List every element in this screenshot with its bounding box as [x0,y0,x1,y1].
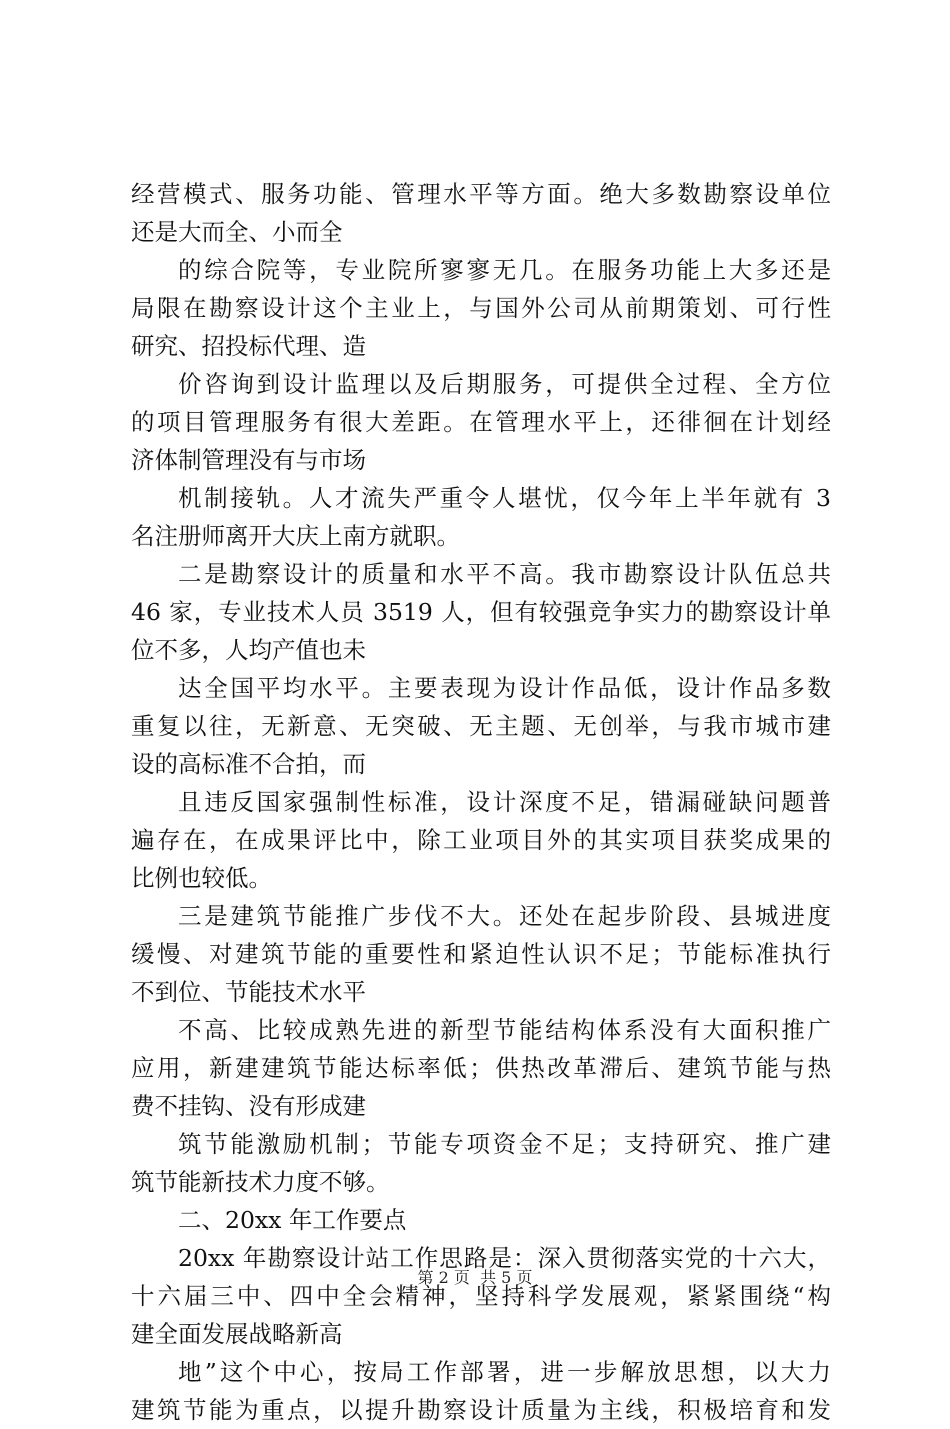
text-line: 地”这个中心，按局工作部署，进一步解放思想，以大力 [178,1358,831,1386]
text-line: 二是勘察设计的质量和水平不高。我市勘察设计队伍总共 [178,560,831,588]
text-line: 建筑节能为重点，以提升勘察设计质量为主线，积极培育和发 [131,1396,831,1424]
text-line: 比例也较低。 [131,864,272,892]
text-line: 济体制管理没有与市场 [131,446,366,474]
text-line: 机制接轨。人才流失严重令人堪忧，仅今年上半年就有 3 [178,484,831,512]
page-footer: 第 2 页 共 5 页 [417,1268,533,1287]
body-text [131,175,831,1429]
text-line: 20xx 年勘察设计站工作思路是：深入贯彻落实党的十六大， [178,1244,831,1272]
text-line: 筑节能激励机制；节能专项资金不足；支持研究、推广建 [178,1130,831,1158]
text-line: 的项目管理服务有很大差距。在管理水平上，还徘徊在计划经 [131,408,831,436]
text-line: 遍存在，在成果评比中，除工业项目外的其实项目获奖成果的 [131,826,831,854]
text-line: 应用，新建建筑节能达标率低；供热改革滞后、建筑节能与热 [131,1054,831,1082]
text-line: 费不挂钩、没有形成建 [131,1092,366,1120]
text-line: 不高、比较成熟先进的新型节能结构体系没有大面积推广 [178,1016,831,1044]
text-line: 名注册师离开大庆上南方就职。 [131,522,460,550]
text-line: 局限在勘察设计这个主业上，与国外公司从前期策划、可行性 [131,294,831,322]
text-line: 三是建筑节能推广步伐不大。还处在起步阶段、县城进度 [178,902,831,930]
text-line: 位不多，人均产值也未 [131,636,366,664]
text-line: 筑节能新技术力度不够。 [131,1168,390,1196]
text-line: 价咨询到设计监理以及后期服务，可提供全过程、全方位 [178,370,831,398]
text-line: 经营模式、服务功能、管理水平等方面。绝大多数勘察设单位 [131,180,831,208]
text-line: 设的高标准不合拍，而 [131,750,366,778]
text-line: 二、20xx 年工作要点 [178,1206,407,1234]
text-line: 不到位、节能技术水平 [131,978,366,1006]
text-line: 达全国平均水平。主要表现为设计作品低，设计作品多数 [178,674,831,702]
text-line: 建全面发展战略新高 [131,1320,343,1348]
text-line: 的综合院等，专业院所寥寥无几。在服务功能上大多还是 [178,256,831,284]
text-line: 46 家，专业技术人员 3519 人，但有较强竞争实力的勘察设计单 [131,598,831,626]
text-line: 且违反国家强制性标准，设计深度不足，错漏碰缺问题普 [178,788,831,816]
text-line: 研究、招投标代理、造 [131,332,366,360]
text-line: 重复以往，无新意、无突破、无主题、无创举，与我市城市建 [131,712,831,740]
text-line: 还是大而全、小而全 [131,218,343,246]
text-line: 十六届三中、四中全会精神，坚持科学发展观，紧紧围绕“构 [131,1282,831,1310]
text-line: 缓慢、对建筑节能的重要性和紧迫性认识不足；节能标准执行 [131,940,831,968]
